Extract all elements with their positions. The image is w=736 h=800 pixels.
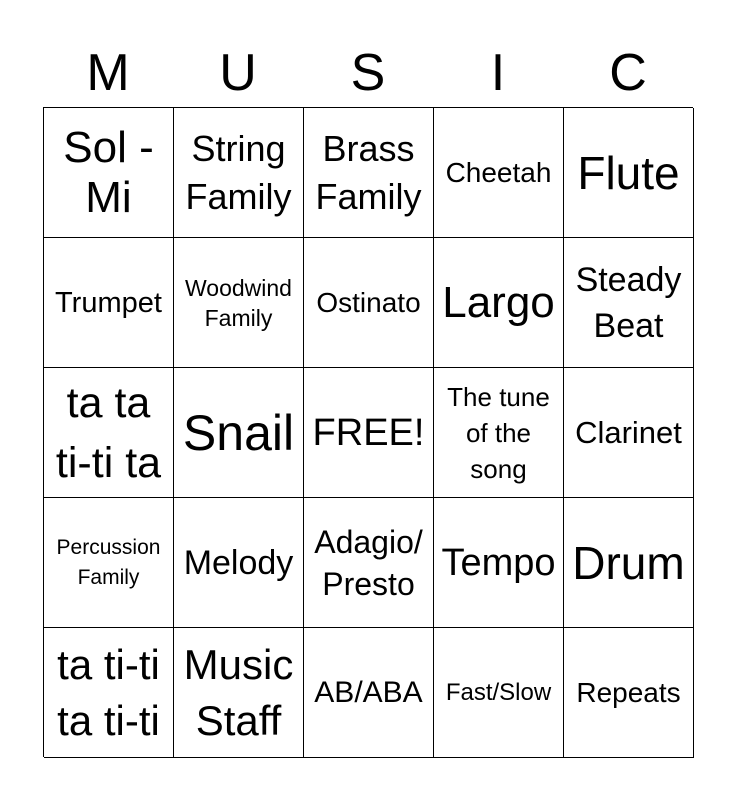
- cell-text: String Family: [185, 127, 292, 217]
- cell-text: Drum: [572, 536, 685, 589]
- bingo-cell: [174, 368, 304, 498]
- bingo-cell: [564, 108, 694, 238]
- cell-text: ta ti-ti ta ti-ti: [57, 640, 160, 744]
- cell-text: Snail: [182, 404, 295, 461]
- bingo-cell: [304, 238, 434, 368]
- bingo-cell: [44, 498, 174, 628]
- bingo-cell: [434, 238, 564, 368]
- cell-text: Brass Family: [315, 127, 422, 217]
- bingo-cell: [44, 238, 174, 368]
- cell-text: Steady Beat: [575, 260, 682, 345]
- cell-text: Ostinato: [316, 286, 421, 318]
- header-letter-u: U: [219, 44, 257, 102]
- cell-text: AB/ABA: [314, 675, 423, 709]
- bingo-cell: [174, 238, 304, 368]
- bingo-cell: [174, 628, 304, 758]
- header-letter-m: M: [86, 44, 130, 102]
- cell-text: Trumpet: [55, 286, 162, 319]
- cell-text: Cheetah: [445, 156, 552, 188]
- cell-text: Repeats: [576, 676, 681, 708]
- cell-text: Largo: [442, 277, 555, 327]
- bingo-cell: [564, 498, 694, 628]
- cell-text: ta ta ti-ti ta: [55, 378, 162, 487]
- cell-text: Music Staff: [183, 640, 294, 744]
- bingo-cell: [434, 498, 564, 628]
- bingo-cell: [564, 238, 694, 368]
- header-letter-i: I: [490, 44, 506, 102]
- bingo-cell: [304, 628, 434, 758]
- cell-text: Flute: [577, 146, 680, 199]
- bingo-grid: [43, 107, 693, 757]
- cell-text: Tempo: [441, 541, 556, 584]
- bingo-cell: [174, 108, 304, 238]
- cell-text: Melody: [183, 543, 294, 582]
- bingo-cell: [304, 108, 434, 238]
- cell-text: FREE!: [312, 411, 425, 454]
- cell-text: The tune of the song: [447, 381, 550, 484]
- cell-text: Adagio/ Presto: [314, 523, 423, 602]
- bingo-cell: [304, 498, 434, 628]
- bingo-cell: [304, 368, 434, 498]
- bingo-cell: [564, 368, 694, 498]
- cell-text: Sol - Mi: [63, 122, 154, 222]
- cell-text: Fast/Slow: [445, 678, 552, 706]
- bingo-cell: [44, 368, 174, 498]
- bingo-cell: [434, 368, 564, 498]
- cell-text: Clarinet: [575, 414, 682, 450]
- bingo-cell: [44, 108, 174, 238]
- bingo-cell: [434, 628, 564, 758]
- bingo-cell: [174, 498, 304, 628]
- cell-text: Percussion Family: [56, 535, 161, 589]
- bingo-cell: [434, 108, 564, 238]
- bingo-header: [43, 40, 693, 106]
- header-letter-s: S: [350, 44, 386, 102]
- bingo-cell: [44, 628, 174, 758]
- header-letter-c: C: [609, 44, 647, 102]
- bingo-cell: [564, 628, 694, 758]
- cell-text: Woodwind Family: [185, 274, 292, 331]
